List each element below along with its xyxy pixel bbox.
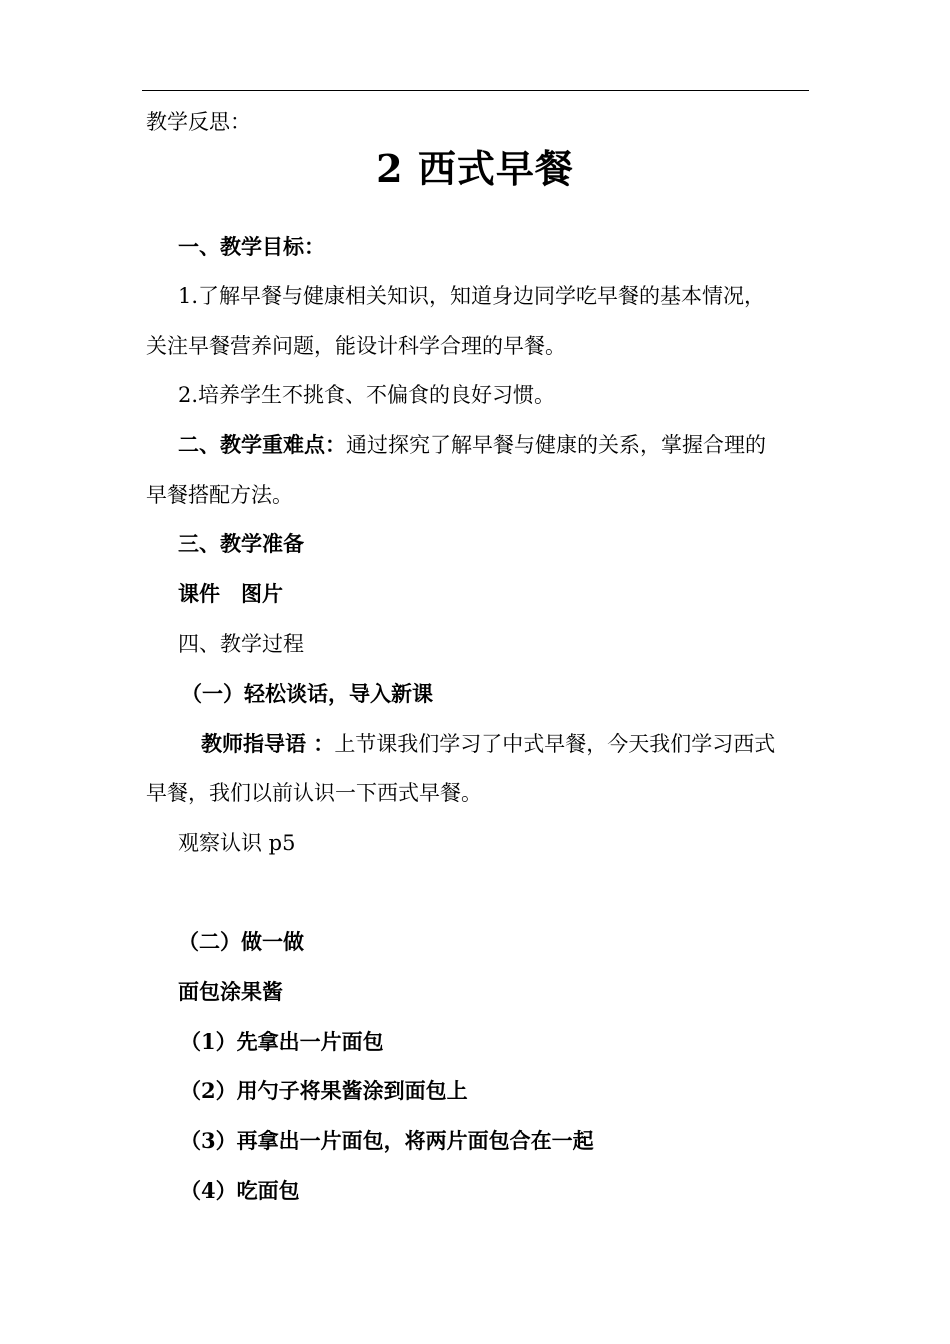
goal-item-1-line-1: 1.了解早餐与健康相关知识，知道身边同学吃早餐的基本情况， — [178, 284, 766, 308]
part1-heading: （一）轻松谈话，导入新课 — [181, 681, 433, 706]
teacher-guide-line-1 — [201, 730, 775, 758]
step-4: （4）吃面包 — [180, 1178, 300, 1203]
goal-item-2: 2.培养学生不挑食、不偏食的良好习惯。 — [178, 383, 556, 407]
part2-heading: （二）做一做 — [178, 929, 304, 954]
key-points-line-1 — [178, 431, 766, 459]
goal-item-1-line-2: 关注早餐营养问题，能设计科学合理的早餐。 — [146, 334, 566, 358]
preparation-heading: 三、教学准备 — [178, 531, 304, 556]
observe-text: 观察认识 p5 — [178, 831, 296, 855]
goals-heading: 一、教学目标： — [178, 234, 325, 259]
teacher-guide-line-2: 早餐，我们以前认识一下西式早餐。 — [146, 781, 482, 805]
teacher-guide-text-1: 上节课我们学习了中式早餐，今天我们学习西式 — [334, 732, 776, 756]
reflection-label: 教学反思： — [146, 110, 251, 134]
activity-title: 面包涂果酱 — [178, 979, 283, 1004]
teacher-guide-label: 教师指导语 ： — [201, 731, 335, 756]
preparation-items: 课件 图片 — [178, 581, 283, 606]
key-points-line-2: 早餐搭配方法。 — [146, 483, 293, 507]
step-1: （1）先拿出一片面包 — [180, 1029, 384, 1054]
key-points-heading: 二、教学重难点： — [178, 432, 346, 457]
step-3: （3）再拿出一片面包，将两片面包合在一起 — [180, 1128, 594, 1153]
key-points-text-1: 通过探究了解早餐与健康的关系，掌握合理的 — [346, 433, 766, 457]
step-2: （2）用勺子将果酱涂到面包上 — [180, 1078, 468, 1103]
page-title: 2 西式早餐 — [376, 146, 574, 191]
process-heading: 四、教学过程 — [178, 632, 304, 656]
header-rule — [142, 90, 809, 91]
